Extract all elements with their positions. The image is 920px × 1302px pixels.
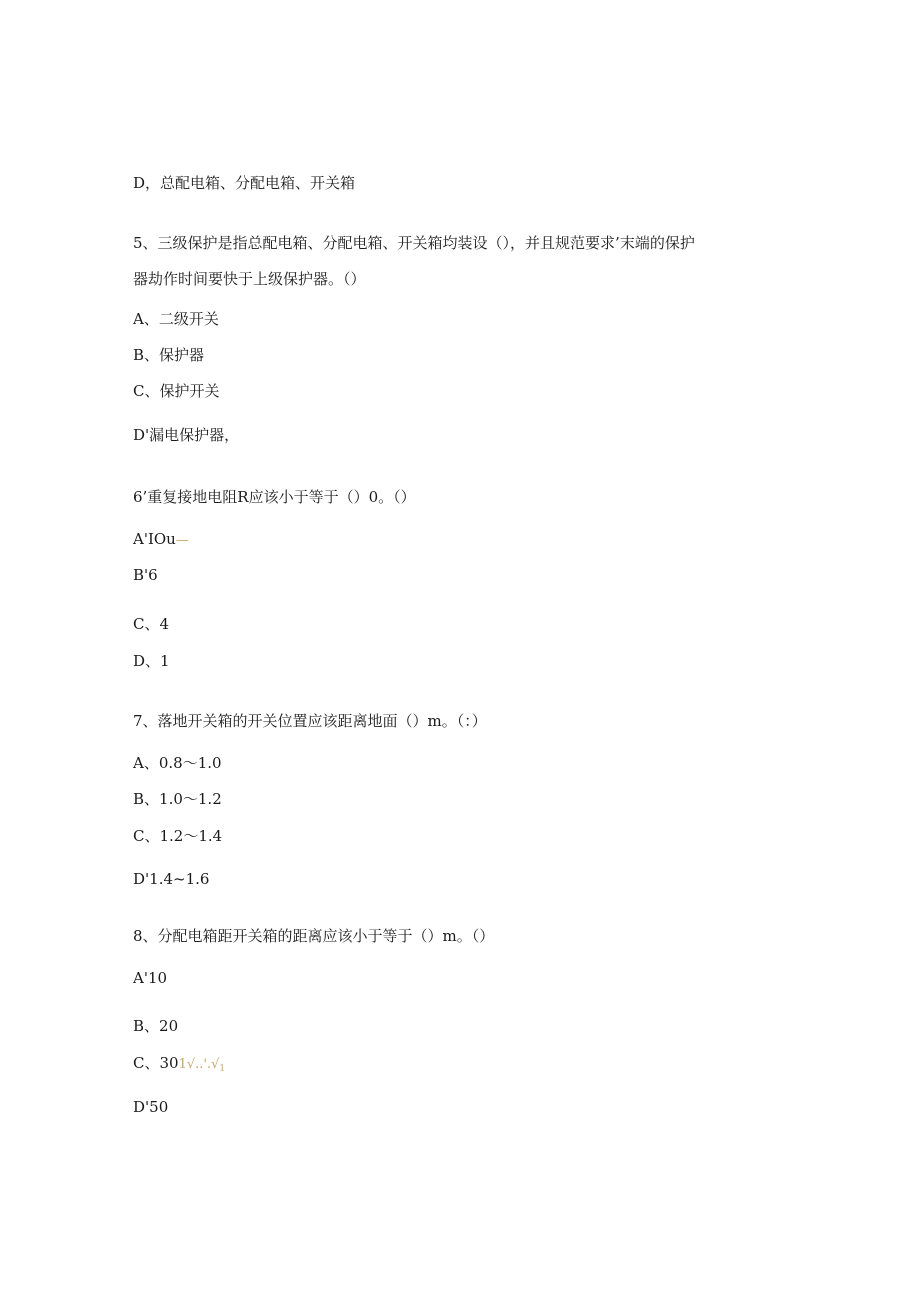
question-6-option-a [133,529,189,551]
question-7-option-a: A、0.8～1.0 [133,754,222,772]
question-8-option-a: A'10 [133,969,168,987]
question-5-option-a: A、二级开关 [133,310,219,328]
question-5-option-c: C、保护开关 [133,382,220,400]
question-5-option-b: B、保护器 [133,346,205,364]
question-6-option-d: D、1 [133,652,170,670]
question-5-stem-line-1: 5、三级保护是指总配电箱、分配电箱、开关箱均装设（），并且规范要求’末端的保护 [133,234,695,252]
handwritten-mark-subscript: 1 [219,1064,226,1074]
question-8-option-c [133,1053,225,1079]
question-8-option-b: B、20 [133,1017,179,1035]
question-5-stem-line-2: 器劫作时间要快于上级保护器。（） [133,270,366,288]
handwritten-mark: 1√..'.√ [178,1057,220,1072]
question-7-option-b: B、1.0～1.2 [133,790,222,808]
question-5-option-d: D'漏电保护器， [133,426,240,444]
question-6-option-c: C、4 [133,615,170,633]
handwritten-mark: — [175,533,189,548]
question-6-option-a-text: A'IOu [133,530,176,548]
question-4-option-d: D，总配电箱、分配电箱、开关箱 [133,174,356,192]
question-7-stem: 7、落地开关箱的开关位置应该距离地面（）m。（：） [133,712,487,730]
question-8-option-d: D'50 [133,1098,169,1116]
question-7-option-c: C、1.2～1.4 [133,827,223,845]
question-6-option-b: B'6 [133,566,158,584]
question-8-option-c-text: C、30 [133,1054,179,1072]
question-7-option-d: D'1.4~1.6 [133,870,210,888]
question-6-stem: 6’重复接地电阻R应该小于等于（）0。（） [133,488,416,506]
question-8-stem: 8、分配电箱距开关箱的距离应该小于等于（）m。（） [133,927,495,945]
